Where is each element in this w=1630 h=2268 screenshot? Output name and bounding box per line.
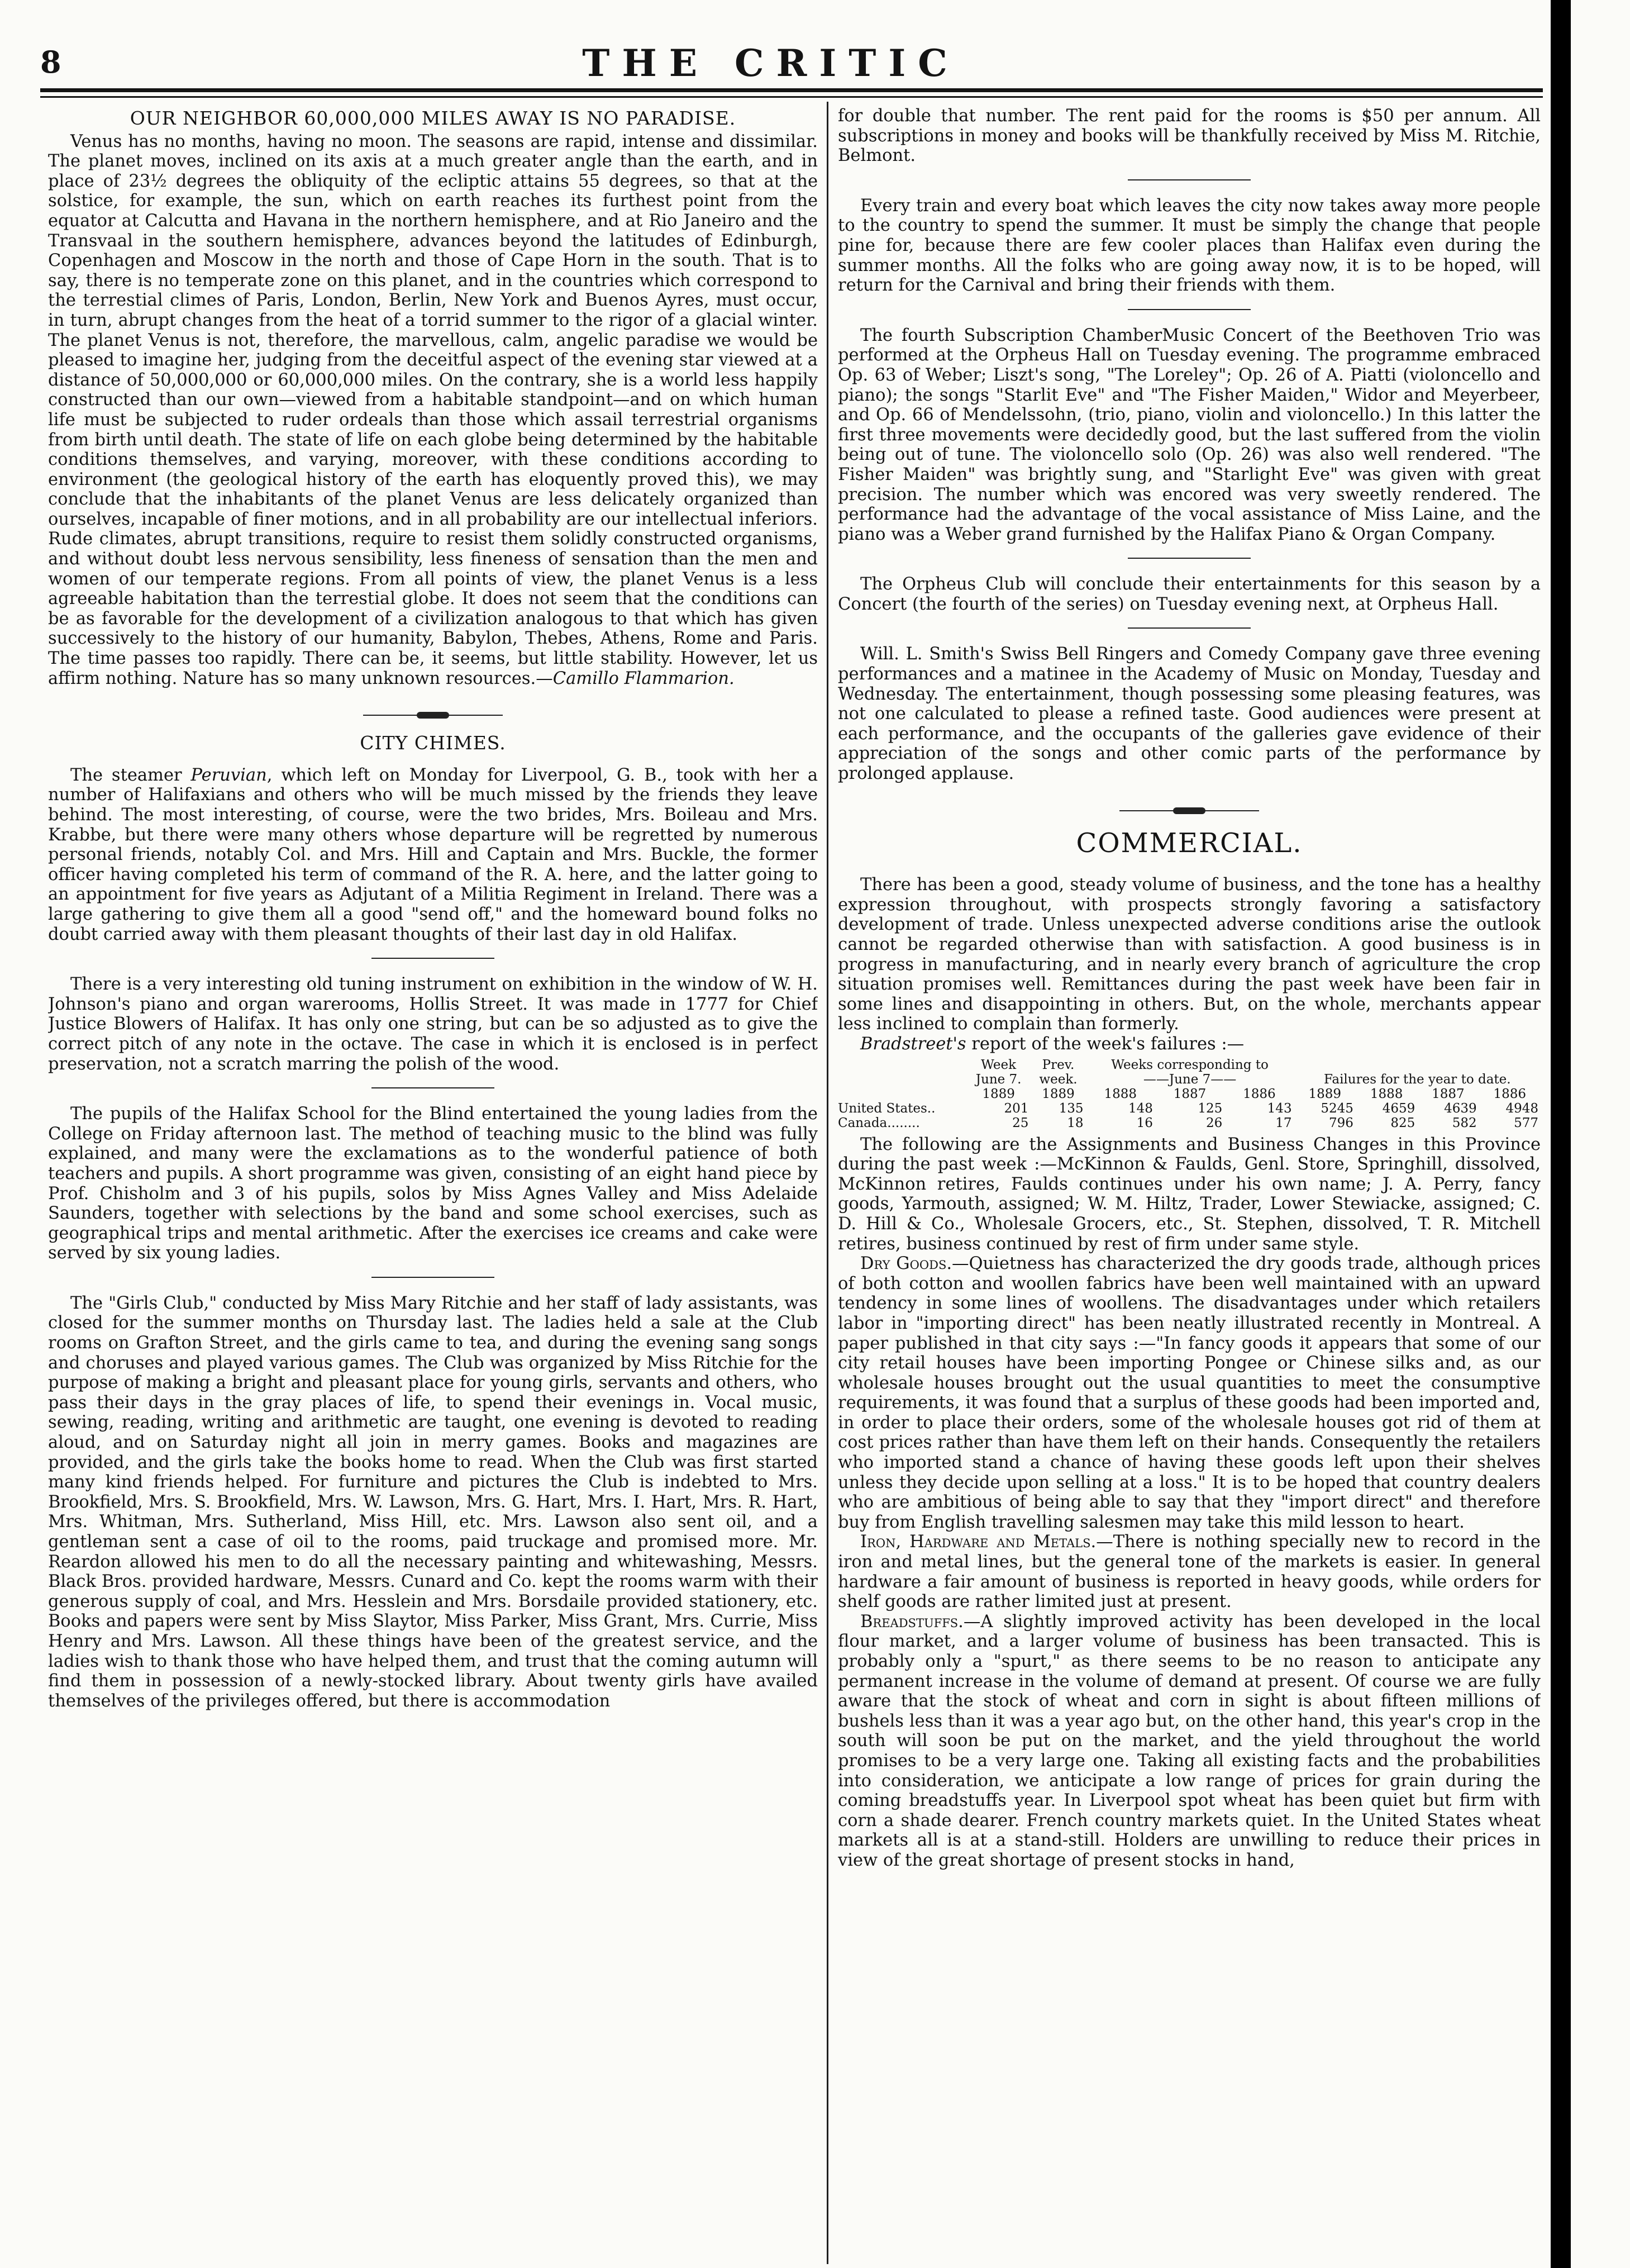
column-divider xyxy=(827,102,828,2264)
year-cell: 1889 xyxy=(1042,1086,1075,1101)
bradstreet-text: report of the week's failures :— xyxy=(966,1034,1245,1054)
right-column xyxy=(838,106,1541,2257)
year-cell: 1889 xyxy=(982,1086,1015,1101)
iron-paragraph xyxy=(838,1532,1541,1611)
dry-goods-paragraph xyxy=(838,1254,1541,1532)
chimes-steamer-paragraph xyxy=(48,765,818,944)
paragraph-rule xyxy=(1128,627,1251,629)
venus-article-text: Venus has no months, having no moon. The seasons are rapid, intense and dissimilar. The planet moves, inclined on its axis at a much greater angle than the earth, and in place of 23½ degrees the obliquity of the ecliptic attains 55 degrees, so that at the solstice, for example, the sun, which on earth reaches its furthest point from the equator at Calcutta and Havana in the northern hemisphere, and at Rio Janeiro and the Transvaal in the southern hemisphere, advances beyond the latitudes of Edinburgh, Copenhagen and Moscow in the north and those of Cape Horn in the south. That is to say, there is no temperate zone on this planet, and in the countries which correspond to the terrestial climes of Paris, London, Berlin, New York and Buenos Ayres, must occur, in turn, abrupt changes from the heat of a torrid summer to the rigor of a glacial winter. The planet Venus is not, therefore, the marvellous, calm, angelic paradise we would be pleased to imagine her, judging from the deceitful aspect of the evening star viewed at a distance of 50,000,000 or 60,000,000 miles. On the contrary, she is a world less happily constructed than our own—viewed from a habitable standpoint—and on which human life must be subjected to ruder ordeals than those which assail terrestrial organisms from birth until death. The state of life on each globe being determined by the habitable conditions themselves, and varying, moreover, with these conditions according to environment (the geological history of the earth has eloquently proved this), we may conclude that the inhabitants of the planet Venus are less delicately organized than ourselves, incapable of finer motions, and in all probability are our intellectual inferiors. Rude climates, abrupt transitions, require to resist them solidly constructed organisms, and without doubt less nervous sensibility, less fineness of sensation than the men and women of our temperate regions. From all points of view, the planet Venus is a less agreeable habitation than the terrestial globe. It does not seem that the conditions can be as favorable for the development of a civilization analogous to that which has given successively to the history of our humanity, Babylon, Thebes, Athens, Rome and Paris. The time passes too rapidly. There can be, it seems, but little stability. However, let us affirm nothing. Nature has so many unknown resources. xyxy=(48,131,818,688)
failures-header-row-1 xyxy=(838,1058,1541,1072)
iron-heading: Iron, Hardware and Metals. xyxy=(860,1532,1097,1552)
breadstuffs-heading: Breadstuffs. xyxy=(860,1611,964,1632)
row-label: Canada........ xyxy=(838,1115,920,1130)
venus-article-body xyxy=(48,132,818,689)
table-cell: 577 xyxy=(1514,1115,1538,1130)
header-week-2: week. xyxy=(1039,1072,1078,1087)
chimes-steamer-text-b: , which left on Monday for Liverpool, G. B., took with her a number of Halifaxians and others who will be much missed by the friends they leave behind. The most interesting, of course, were the two brides, Mrs. Boileau and Mrs. Krabbe, but there were many others whose departure will be regretted by numerous personal friends, notably Col. and Mrs. Hill and Captain and Mrs. Buckle, the former officer having completed his term of command of the R. A. here, and the latter going to an appointment for five years as Adjutant of a Militia Regiment in Ireland. There was a large gathering to give them all a good "send off," and the homeward bound folks no doubt carried away with them pleasant thoughts of their last day in old Halifax. xyxy=(48,765,818,944)
table-cell: 148 xyxy=(1128,1101,1153,1116)
table-cell: 201 xyxy=(1004,1101,1029,1116)
failures-table xyxy=(838,1058,1541,1130)
table-cell: 4948 xyxy=(1505,1101,1538,1116)
table-cell: 26 xyxy=(1205,1115,1223,1130)
table-cell: 5245 xyxy=(1321,1101,1353,1116)
assignments-paragraph: The following are the Assignments and Business Changes in this Province during the past week :—McKinnon & Faulds, Genl. Store, Springhill, dissolved, McKinnon retires, Faulds continues under his own name; J. A. Perry, fancy goods, Yarmouth, assigned; W. M. Hiltz, Trader, Lower Stewiacke, assigned; C. D. Hill & Co., Wholesale Grocers, etc., St. Stephen, dissolved, T. R. Mitchell retires, business continued by rest of firm under same style. xyxy=(838,1134,1541,1254)
row-label: United States.. xyxy=(838,1101,936,1116)
table-cell: 4639 xyxy=(1444,1101,1477,1116)
page-number: 8 xyxy=(40,44,61,80)
breadstuffs-paragraph xyxy=(838,1612,1541,1871)
year-cell: 1888 xyxy=(1370,1086,1403,1101)
orpheus-paragraph: The Orpheus Club will conclude their entertainments for this season by a Concert (the fourth of the series) on Tuesday evening next, at Orpheus Hall. xyxy=(838,574,1541,614)
chimes-steamer-text-a: The steamer xyxy=(70,765,191,785)
venus-article-title: OUR NEIGHBOR 60,000,000 MILES AWAY IS NO PARADISE. xyxy=(130,107,736,129)
paragraph-rule xyxy=(371,958,494,959)
paragraph-rule xyxy=(1128,309,1251,310)
masthead: THE CRITIC xyxy=(582,41,960,85)
table-cell: 135 xyxy=(1059,1101,1084,1116)
paragraph-rule xyxy=(1128,558,1251,559)
dry-goods-text: —Quietness has characterized the dry goods trade, although prices of both cotton and woollen fabrics have been well maintained with an upward tendency in some lines of woollens. The disadvantages under which retailers labor in "importing direct" has been neatly illustrated recently in Montreal. A paper published in that city says :—"In fancy goods it appears that some of our city retail houses have been importing Pongee or Chinese silks and, as our wholesale houses brought out the usual quantities to meet the consumptive requirements, it was found that a surplus of these goods had been imported and, in order to place their orders, some of the wholesale houses got rid of them at cost prices rather than have them left on their hands. Consequently the retailers who imported stand a chance of having these goods left upon their shelves unless they decide upon selling at a loss." It is to be hoped that country dealers who are ambitious of being able to say that they "import direct" and therefore buy from English travelling salesmen may take this mild lesson to heart. xyxy=(838,1254,1541,1532)
header-prev: Prev. xyxy=(1042,1057,1075,1072)
year-cell: 1889 xyxy=(1308,1086,1342,1101)
table-cell: 18 xyxy=(1067,1115,1084,1130)
table-cell: 17 xyxy=(1275,1115,1292,1130)
iron-text: —There is nothing specially new to record in the iron and metal lines, but the general tone of the markets is easier. In general hardware a fair amount of business is reported in heavy goods, while orders for shelf goods are rather limited just at present. xyxy=(838,1532,1541,1612)
header-week: Week xyxy=(981,1057,1017,1072)
city-chimes-title: CITY CHIMES. xyxy=(360,732,506,754)
girls-club-continued: for double that number. The rent paid for the rooms is $50 per annum. All subscriptions in money and books will be thankfully received by Miss M. Ritchie, Belmont. xyxy=(838,106,1541,166)
table-cell: 16 xyxy=(1136,1115,1153,1130)
left-column xyxy=(48,106,818,2257)
table-cell: 4659 xyxy=(1382,1101,1415,1116)
header-june7-span: ——June 7—— xyxy=(1143,1072,1237,1087)
chimes-tuning-paragraph: There is a very interesting old tuning instrument on exhibition in the window of W. H. Johnson's piano and organ warerooms, Hollis Street. It was made in 1777 for Chief Justice Blowers of Halifax. It has only one string, but can be so adjusted as to give the correct pitch of any note in the octave. The case in which it is enclosed is in perfect preservation, not a scratch marring the polish of the wood. xyxy=(48,974,818,1074)
header-weeks-corresponding: Weeks corresponding to xyxy=(1111,1057,1269,1072)
failures-header-row-2 xyxy=(838,1072,1541,1087)
year-cell: 1886 xyxy=(1243,1086,1276,1101)
section-ornament xyxy=(363,712,503,719)
paragraph-rule xyxy=(1128,179,1251,180)
commercial-title: COMMERCIAL. xyxy=(1076,827,1303,859)
bell-ringers-paragraph: Will. L. Smith's Swiss Bell Ringers and Comedy Company gave three evening performances and a matinee in the Academy of Music on Monday, Tuesday and Wednesday. The entertainment, though possessing some pleasing features, was not one calculated to please a refined taste. Good audiences were present at each performance, and the occupants of the galleries gave evidence of their appreciation of the songs and other comic parts of the performance by prolonged applause. xyxy=(838,644,1541,784)
table-cell: 25 xyxy=(1012,1115,1029,1130)
year-cell: 1887 xyxy=(1173,1086,1207,1101)
failures-row-canada xyxy=(838,1116,1541,1130)
paragraph-rule xyxy=(371,1277,494,1278)
train-paragraph: Every train and every boat which leaves the city now takes away more people to the country to spend the summer. It must be simply the change that people pine for, because there are few cooler places than Halifax even during the summer months. All the folks who are going away now, it is to be hoped, will return for the Carnival and bring their friends with them. xyxy=(838,196,1541,296)
paragraph-rule xyxy=(371,1087,494,1088)
header-june7: June 7. xyxy=(975,1072,1022,1087)
bradstreet-intro xyxy=(838,1034,1541,1054)
concert-paragraph: The fourth Subscription ChamberMusic Concert of the Beethoven Trio was performed at the Orpheus Hall on Tuesday evening. The programme embraced Op. 63 of Weber; Liszt's song, "The Loreley"; Op. 26 of A. Piatti (violoncello and piano); the songs "Starlit Eve" and "The Fisher Maiden," Widor and Meyerbeer, and Op. 66 of Mendelssohn, (trio, piano, violin and violoncello.) In this latter the first three movements were decidedly good, but the last suffered from the violin being out of tune. The violoncello solo (Op. 26) was also well rendered. "The Fisher Maiden" was brightly sung, and "Starlight Eve" was given with great precision. The number which was encored was very sweetly rendered. The performance had the advantage of the vocal assistance of Miss Laine, and the piano was a Weber grand furnished by the Halifax Piano & Organ Company. xyxy=(838,325,1541,544)
dry-goods-heading: Dry Goods. xyxy=(860,1254,952,1274)
chimes-blind-school-paragraph: The pupils of the Halifax School for the Blind entertained the young ladies from the College on Friday afternoon last. The method of teaching music to the blind was fully explained, and many were the exclamations as to the wonderful patience of both teachers and pupils. A short programme was given, consisting of an eight hand piece by Prof. Chisholm and 3 of his pupils, solos by Miss Agnes Valley and Miss Adelaide Saunders, together with selections by the band and some school exercises, such as geographical trips and mental arithmetic. After the exercises ice creams and cake were served by six young ladies. xyxy=(48,1104,818,1263)
table-cell: 582 xyxy=(1452,1115,1477,1130)
chimes-girls-club-paragraph: The "Girls Club," conducted by Miss Mary Ritchie and her staff of lady assistants, was closed for the summer months on Thursday last. The ladies held a sale at the Club rooms on Grafton Street, and the girls came to tea, and during the evening sang songs and choruses and played various games. The Club was organized by Miss Ritchie for the purpose of making a bright and pleasant place for young girls, servants and others, who pass their days in the gray places of life, to spend their evenings in. Vocal music, sewing, reading, writing and arithmetic are taught, one evening is devoted to reading aloud, and on Saturday night all join in merry games. Books and magazines are provided, and the girls take the books home to read. When the Club was first started many kind friends helped. For furniture and pictures the Club is indebted to Mrs. Brookfield, Mrs. S. Brookfield, Mrs. W. Lawson, Mrs. G. Hart, Mrs. I. Hart, Mrs. R. Hart, Mrs. Whitman, Mrs. Sutherland, Miss Hill, etc. Mrs. Lawson also sent oil, and a gentleman sent a case of oil to the rooms, paid truckage and promised more. Mr. Reardon allowed his men to do all the necessary painting and whitewashing, Messrs. Black Bros. provided hardware, Messrs. Cunard and Co. kept the rooms warm with their generous supply of coal, and Mrs. Hesslein and Mrs. Borsdaile provided stationery, etc. Books and papers were sent by Miss Slaytor, Miss Parker, Miss Grant, Mrs. Currie, Miss Henry and Mrs. Lawson. All these things have been of the greatest service, and the ladies wish to thank those who have helped them, and trust that the coming autumn will find them in possession of a newly-stocked library. About twenty girls have availed themselves of the privileges offered, but there is accommodation xyxy=(48,1293,818,1711)
masthead-rule-thin xyxy=(40,96,1543,98)
year-cell: 1888 xyxy=(1104,1086,1137,1101)
bradstreet-name: Bradstreet's xyxy=(860,1034,966,1054)
ship-name: Peruvian xyxy=(190,765,267,785)
scan-edge xyxy=(1551,0,1571,2268)
table-cell: 125 xyxy=(1198,1101,1223,1116)
commercial-intro: There has been a good, steady volume of business, and the tone has a healthy expression throughout, with prospects strongly favoring a satisfactory development of trade. Unless unexpected adverse conditions arise the outlook cannot be regarded otherwise than with satisfaction. A good business is in progress in manufacturing, and in nearly every branch of agriculture the crop situation promises well. Remittances during the past week have been fair in some lines and disappointing in others. But, on the whole, merchants appear less inclined to complain than formerly. xyxy=(838,875,1541,1034)
year-cell: 1886 xyxy=(1493,1086,1527,1101)
masthead-rule xyxy=(40,88,1543,92)
table-cell: 143 xyxy=(1267,1101,1292,1116)
table-cell: 825 xyxy=(1390,1115,1415,1130)
section-ornament xyxy=(1119,807,1259,814)
failures-years-row xyxy=(838,1087,1541,1101)
table-cell: 796 xyxy=(1329,1115,1353,1130)
failures-row-united-states xyxy=(838,1101,1541,1116)
venus-article-signature: —Camillo Flammarion. xyxy=(536,668,735,688)
year-cell: 1887 xyxy=(1432,1086,1465,1101)
breadstuffs-text: —A slightly improved activity has been developed in the local flour market, and a larger volume of business has been transacted. This is probably only a "spurt," as there seems to be no reason to anticipate any permanent increase in the volume of demand at present. Of course we are fully aware that the stock of wheat and corn in sight is about fifteen millions of bushels less than it was a year ago but, on the other hand, this year's crop in the south will soon be put on the market, and the yield throughout the world promises to be a very large one. Taking all existing facts and the probabilities into consideration, we anticipate a low range of prices for grain during the coming breadstuffs year. In Liverpool spot wheat has been quiet but firm with corn a shade dearer. French country markets quiet. In the United States wheat markets all is at a stand-still. Holders are unwilling to reduce their prices in view of the great shortage of present stocks in hand, xyxy=(838,1611,1541,1870)
header-failures-year: Failures for the year to date. xyxy=(1323,1072,1511,1087)
